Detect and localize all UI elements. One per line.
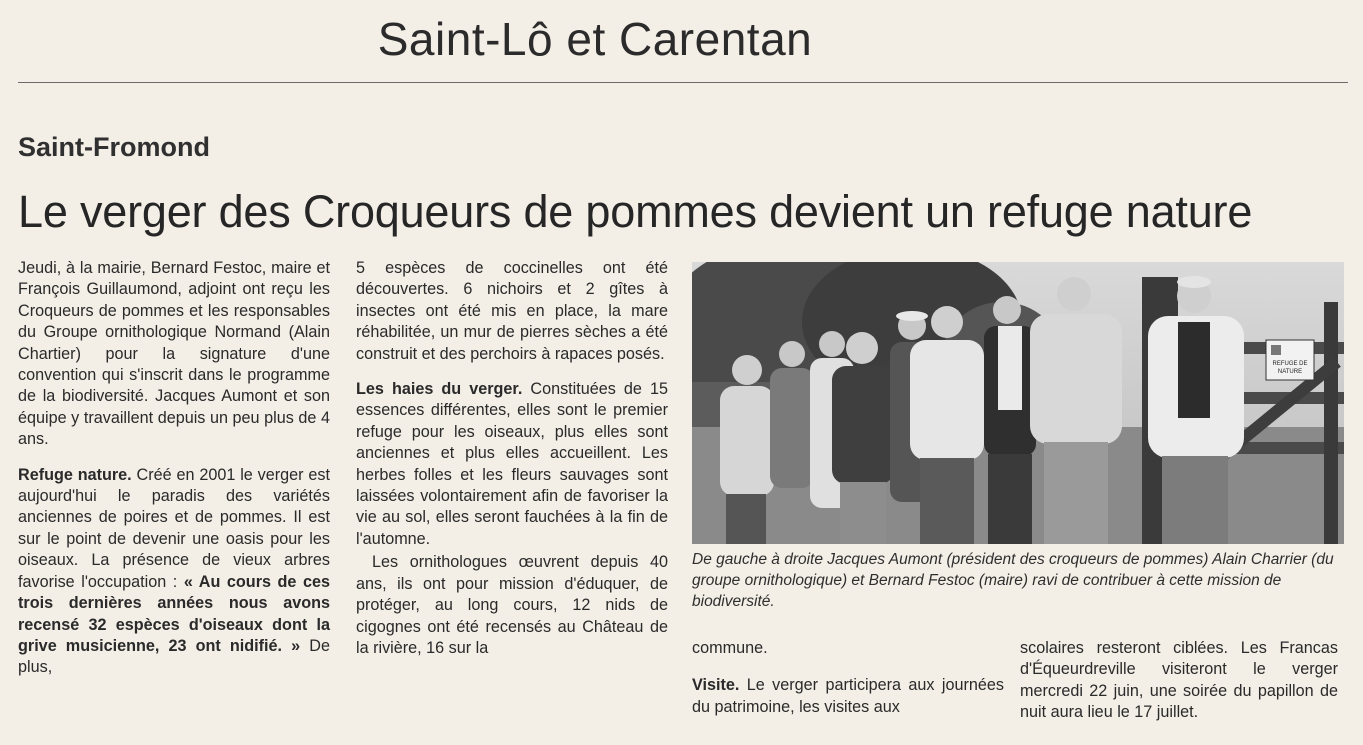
article-column-1: [18, 258, 330, 679]
haies-text: Constituées de 15 essences différentes, elles sont le premier refuge pour les oiseaux, plus elles sont anciennes et plus elles accueillent. Les herbes folles et les fleurs sauvages sont laissées volontairement afin de favoriser la vie au sol, elles seront fauchées à la fin de l'automne.: [356, 380, 668, 548]
group-photo: [692, 262, 1344, 544]
visite-text: Le verger participera aux journées du patrimoine, les visites aux: [692, 676, 1004, 716]
article-column-2: [356, 258, 668, 659]
subhead-haies: Les haies du verger.: [356, 380, 523, 399]
paragraph-scolaires: scolaires resteront ciblées. Les Francas d'Équeurdreville visiteront le verger mercredi 22 juin, une soirée du papillon de nuit aura lieu le 17 juillet.: [1020, 639, 1338, 722]
paragraph-ornithologues: Les ornithologues œuvrent depuis 40 ans, ils ont pour mission d'éduquer, de protéger, au long cours, 12 nids de cigognes ont été recensés au Château de la rivière, 16 sur la: [356, 553, 668, 657]
subhead-refuge: Refuge nature.: [18, 465, 132, 484]
kicker: Saint-Fromond: [18, 132, 210, 162]
photo-caption: De gauche à droite Jacques Aumont (président des croqueurs de pommes) Alain Charrier (du groupe ornithologique) et Bernard Festoc (maire) ravi de contribuer à cette mission de biodiversité.: [692, 551, 1334, 610]
refuge-text: Créé en 2001 le verger est aujourd'hui le paradis des variétés anciennes de poires et de pommes. Il est sur le point de devenir une oasis pour les oiseaux. La présence de vieux arbres favorise l'occupation :: [18, 465, 330, 591]
headline: Le verger des Croqueurs de pommes devient un refuge nature: [18, 186, 1253, 237]
paragraph-refuge: [18, 465, 330, 679]
quote-text: « Au cours de ces trois dernières années nous avons recensé 32 espèces d'oiseaux dont la grive musicienne, 23 ont nidifié. »: [18, 572, 331, 655]
refuge-tail: De plus,: [18, 636, 330, 677]
paragraph-coccinelles: 5 espèces de coccinelles ont été découvertes. 6 nichoirs et 2 gîtes à insectes ont été mis en place, la mare réhabilitée, un mur de pierres sèches a été construit et des perchoirs à rapaces posés.: [356, 259, 668, 363]
article-column-3: [692, 638, 1004, 718]
article-column-4: [1020, 638, 1338, 724]
sign-text-1: REFUGE DE: [1272, 361, 1308, 367]
section-title: Saint-Lô et Carentan: [377, 13, 813, 65]
photo-illustration: [692, 262, 1344, 544]
section-rule: [18, 82, 1348, 83]
subhead-visite: Visite.: [692, 676, 740, 695]
sign-text-2: NATURE: [1277, 369, 1303, 375]
paragraph-commune: commune.: [692, 639, 768, 657]
paragraph-haies: [356, 379, 668, 550]
paragraph-visite: [692, 675, 1004, 718]
paragraph-intro: Jeudi, à la mairie, Bernard Festoc, maire et François Guillaumond, adjoint ont reçu les Croqueurs de pommes et les responsables du Groupe ornithologique Normand (Alain Chartier) pour la signature d'une convention qui s'inscrit dans le programme de la biodiversité. Jacques Aumont et son équipe y travaillent depuis un peu plus de 4 ans.: [18, 259, 330, 449]
